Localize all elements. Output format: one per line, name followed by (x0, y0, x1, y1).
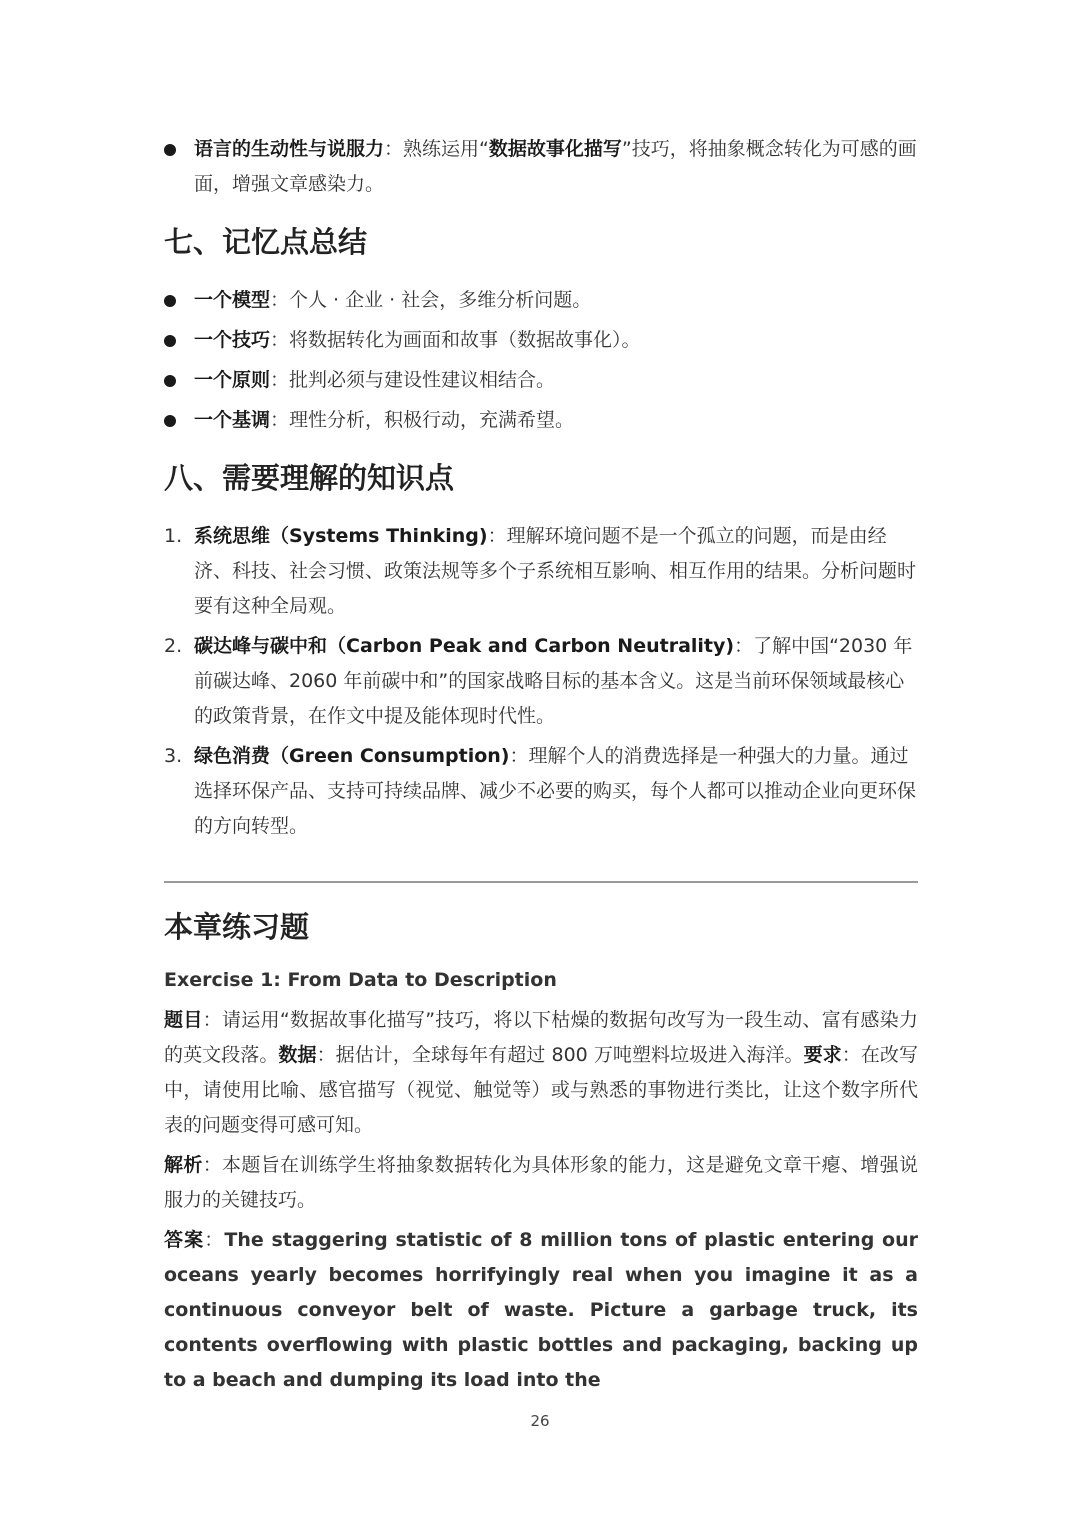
section-heading-8: 八、需要理解的知识点 (164, 461, 455, 495)
section-divider (164, 881, 918, 883)
answer-paragraph (164, 1223, 918, 1398)
bullet-text: ：将数据转化为画面和故事（数据故事化）。 (270, 329, 641, 351)
bullet-dot-icon (164, 335, 176, 347)
item-label: 碳达峰与碳中和（Carbon Peak and Carbon Neutrality) (194, 635, 735, 657)
item-number: 3. (164, 745, 183, 767)
bullet-dot-icon (164, 375, 176, 387)
list-item (164, 323, 918, 358)
item-label: 系统思维（Systems Thinking) (194, 525, 488, 547)
list-item (164, 403, 918, 438)
answer-text: The staggering statistic of 8 million tons of plastic entering our oceans yearly becomes horrifyingly real when you imagine it as a continuous conveyor belt of waste. Picture a garbage truck, its contents overflowing with plastic bottles and packaging, backing up to a beach and dumping its load into the (164, 1229, 918, 1391)
list-item (164, 363, 918, 398)
bullet-term: 数据故事化描写 (488, 138, 622, 160)
bullet-dot-icon (164, 295, 176, 307)
page-content (164, 132, 918, 1398)
bullet-dot-icon (164, 144, 176, 156)
list-item (164, 629, 918, 734)
item-text: ：了解中国“2030 年前碳达峰、2060 年前碳中和”的国家战略目标的基本含义。这是当前环保领域最核心的政策背景，在作文中提及能体现时代性。 (194, 635, 913, 727)
analysis-paragraph (164, 1148, 918, 1218)
list-item (164, 519, 918, 624)
knowledge-points-list (164, 519, 918, 844)
item-text: ：理解个人的消费选择是一种强大的力量。通过选择环保产品、支持可持续品牌、减少不必要的购买，每个人都可以推动企业向更环保的方向转型。 (194, 745, 917, 837)
bullet-text: ：批判必须与建设性建议相结合。 (270, 369, 556, 391)
list-item (164, 132, 918, 202)
bullet-text: ：理性分析，积极行动，充满希望。 (270, 409, 575, 431)
item-label: 绿色消费（Green Consumption) (194, 745, 510, 767)
bullet-label: 一个模型 (194, 289, 271, 311)
page-number: 26 (530, 1412, 550, 1430)
analysis-text: ：本题旨在训练学生将抽象数据转化为具体形象的能力，这是避免文章干瘪、增强说服力的关键技巧。 (164, 1154, 918, 1211)
memory-points-list (164, 283, 918, 438)
bullet-dot-icon (164, 415, 176, 427)
item-number: 2. (164, 635, 183, 657)
answer-label: 答案 (164, 1229, 205, 1251)
answer-colon: ： (204, 1229, 225, 1251)
bullet-label: 一个原则 (194, 369, 271, 391)
section-heading-7: 七、记忆点总结 (164, 225, 368, 259)
data-text: ：据估计，全球每年有超过 800 万吨塑料垃圾进入海洋。 (316, 1044, 804, 1066)
analysis-label: 解析 (164, 1154, 203, 1176)
item-text: ：理解环境问题不是一个孤立的问题，而是由经济、科技、社会习惯、政策法规等多个子系统相互影响、相互作用的结果。分析问题时要有这种全局观。 (194, 525, 917, 617)
bullet-text: ”技巧，将抽象概念转化为可感的画面，增强文章感染力。 (194, 138, 917, 195)
list-item (164, 283, 918, 318)
bullet-label: 一个技巧 (194, 329, 271, 351)
exercises-heading: 本章练习题 (164, 910, 310, 944)
requirement-text: ：在改写中，请使用比喻、感官描写（视觉、触觉等）或与熟悉的事物进行类比，让这个数字所代表的问题变得可感可知。 (164, 1044, 918, 1136)
requirement-label: 要求 (803, 1044, 842, 1066)
question-label: 题目 (164, 1009, 203, 1031)
bullet-label: 一个基调 (194, 409, 271, 431)
question-text: ：请运用“数据故事化描写”技巧，将以下枯燥的数据句改写为一段生动、富有感染力的英文段落。 (164, 1009, 918, 1066)
list-item (164, 739, 918, 844)
bullet-text: ：个人 · 企业 · 社会，多维分析问题。 (270, 289, 592, 311)
data-label: 数据 (278, 1044, 317, 1066)
top-bullet-list (164, 132, 918, 202)
question-paragraph (164, 1003, 918, 1143)
item-number: 1. (164, 525, 183, 547)
bullet-label: 语言的生动性与说服力 (194, 138, 385, 160)
exercise-title: Exercise 1: From Data to Description (164, 969, 557, 991)
bullet-text: ：熟练运用“ (384, 138, 489, 160)
